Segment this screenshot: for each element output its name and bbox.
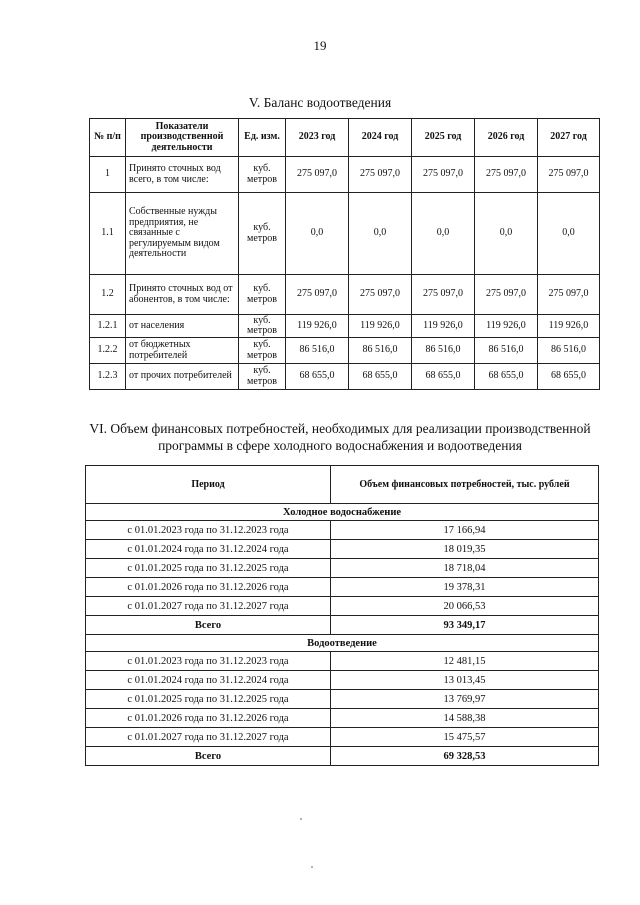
indicator-name: от населения: [126, 315, 239, 338]
header-cell: 2026 год: [475, 119, 538, 157]
amount-cell: 12 481,15: [331, 652, 599, 671]
row-number: 1.1: [90, 193, 126, 275]
value-cell: 86 516,0: [412, 338, 475, 364]
amount-cell: 13 013,45: [331, 671, 599, 690]
balance-row: [90, 157, 600, 193]
value-cell: 275 097,0: [349, 157, 412, 193]
section-title-finance: VI. Объем финансовых потребностей, необходимых для реализации производственной программы в сфере холодного водоснабжения и водоотведения: [89, 421, 591, 453]
value-cell: 275 097,0: [286, 275, 349, 315]
value-cell: 86 516,0: [349, 338, 412, 364]
amount-cell: 13 769,97: [331, 690, 599, 709]
finance-table: [85, 465, 599, 766]
value-cell: 275 097,0: [286, 157, 349, 193]
finance-header-row: [86, 466, 599, 504]
unit-cell: куб. метров: [239, 157, 286, 193]
unit-cell: куб. метров: [239, 193, 286, 275]
value-cell: 275 097,0: [538, 275, 600, 315]
balance-row: [90, 275, 600, 315]
group-title: Холодное водоснабжение: [86, 504, 599, 521]
scan-speck: [300, 818, 302, 820]
value-cell: 119 926,0: [412, 315, 475, 338]
value-cell: 275 097,0: [475, 275, 538, 315]
balance-row: [90, 364, 600, 390]
finance-row: [86, 671, 599, 690]
total-row: [86, 747, 599, 766]
balance-table: [89, 118, 600, 390]
finance-row: [86, 578, 599, 597]
finance-row: [86, 690, 599, 709]
total-label: Всего: [86, 747, 331, 766]
unit-cell: куб. метров: [239, 315, 286, 338]
scan-speck: [311, 866, 313, 868]
value-cell: 86 516,0: [538, 338, 600, 364]
total-amount: 93 349,17: [331, 616, 599, 635]
balance-row: [90, 338, 600, 364]
value-cell: 275 097,0: [412, 157, 475, 193]
value-cell: 68 655,0: [475, 364, 538, 390]
period-cell: с 01.01.2026 года по 31.12.2026 года: [86, 578, 331, 597]
value-cell: 68 655,0: [412, 364, 475, 390]
balance-header-row: [90, 119, 600, 157]
value-cell: 119 926,0: [349, 315, 412, 338]
amount-cell: 19 378,31: [331, 578, 599, 597]
value-cell: 119 926,0: [286, 315, 349, 338]
header-cell: Ед. изм.: [239, 119, 286, 157]
unit-cell: куб. метров: [239, 275, 286, 315]
finance-row: [86, 728, 599, 747]
indicator-name: Собственные нужды предприятия, не связанные с регулируемым видом деятельности: [126, 193, 239, 275]
header-cell: 2024 год: [349, 119, 412, 157]
amount-cell: 18 718,04: [331, 559, 599, 578]
header-cell: 2023 год: [286, 119, 349, 157]
row-number: 1.2.3: [90, 364, 126, 390]
value-cell: 0,0: [412, 193, 475, 275]
period-cell: с 01.01.2024 года по 31.12.2024 года: [86, 540, 331, 559]
header-cell: 2027 год: [538, 119, 600, 157]
indicator-name: Принято сточных вод от абонентов, в том числе:: [126, 275, 239, 315]
finance-row: [86, 709, 599, 728]
row-number: 1: [90, 157, 126, 193]
header-cell: 2025 год: [412, 119, 475, 157]
indicator-name: от бюджетных потребителей: [126, 338, 239, 364]
header-cell: Объем финансовых потребностей, тыс. рублей: [331, 466, 599, 504]
period-cell: с 01.01.2023 года по 31.12.2023 года: [86, 652, 331, 671]
value-cell: 68 655,0: [538, 364, 600, 390]
amount-cell: 15 475,57: [331, 728, 599, 747]
amount-cell: 18 019,35: [331, 540, 599, 559]
page-number: 19: [313, 38, 327, 53]
indicator-name: от прочих потребителей: [126, 364, 239, 390]
value-cell: 275 097,0: [538, 157, 600, 193]
amount-cell: 20 066,53: [331, 597, 599, 616]
value-cell: 275 097,0: [475, 157, 538, 193]
value-cell: 0,0: [475, 193, 538, 275]
row-number: 1.2.1: [90, 315, 126, 338]
finance-row: [86, 652, 599, 671]
period-cell: с 01.01.2024 года по 31.12.2024 года: [86, 671, 331, 690]
header-cell: Период: [86, 466, 331, 504]
total-amount: 69 328,53: [331, 747, 599, 766]
finance-row: [86, 540, 599, 559]
value-cell: 68 655,0: [286, 364, 349, 390]
finance-row: [86, 521, 599, 540]
group-title: Водоотведение: [86, 635, 599, 652]
value-cell: 68 655,0: [349, 364, 412, 390]
unit-cell: куб. метров: [239, 338, 286, 364]
value-cell: 119 926,0: [538, 315, 600, 338]
row-number: 1.2: [90, 275, 126, 315]
period-cell: с 01.01.2027 года по 31.12.2027 года: [86, 728, 331, 747]
group-header-row: [86, 635, 599, 652]
period-cell: с 01.01.2023 года по 31.12.2023 года: [86, 521, 331, 540]
balance-row: [90, 315, 600, 338]
value-cell: 86 516,0: [286, 338, 349, 364]
section-title-balance: V. Баланс водоотведения: [248, 95, 392, 110]
value-cell: 275 097,0: [412, 275, 475, 315]
finance-row: [86, 559, 599, 578]
value-cell: 0,0: [349, 193, 412, 275]
indicator-name: Принято сточных вод всего, в том числе:: [126, 157, 239, 193]
period-cell: с 01.01.2025 года по 31.12.2025 года: [86, 559, 331, 578]
balance-row: [90, 193, 600, 275]
value-cell: 0,0: [286, 193, 349, 275]
value-cell: 86 516,0: [475, 338, 538, 364]
header-cell: Показатели производственной деятельности: [126, 119, 239, 157]
finance-row: [86, 597, 599, 616]
value-cell: 275 097,0: [349, 275, 412, 315]
value-cell: 0,0: [538, 193, 600, 275]
unit-cell: куб. метров: [239, 364, 286, 390]
amount-cell: 14 588,38: [331, 709, 599, 728]
amount-cell: 17 166,94: [331, 521, 599, 540]
total-label: Всего: [86, 616, 331, 635]
period-cell: с 01.01.2025 года по 31.12.2025 года: [86, 690, 331, 709]
period-cell: с 01.01.2027 года по 31.12.2027 года: [86, 597, 331, 616]
value-cell: 119 926,0: [475, 315, 538, 338]
header-cell: № п/п: [90, 119, 126, 157]
group-header-row: [86, 504, 599, 521]
total-row: [86, 616, 599, 635]
row-number: 1.2.2: [90, 338, 126, 364]
period-cell: с 01.01.2026 года по 31.12.2026 года: [86, 709, 331, 728]
